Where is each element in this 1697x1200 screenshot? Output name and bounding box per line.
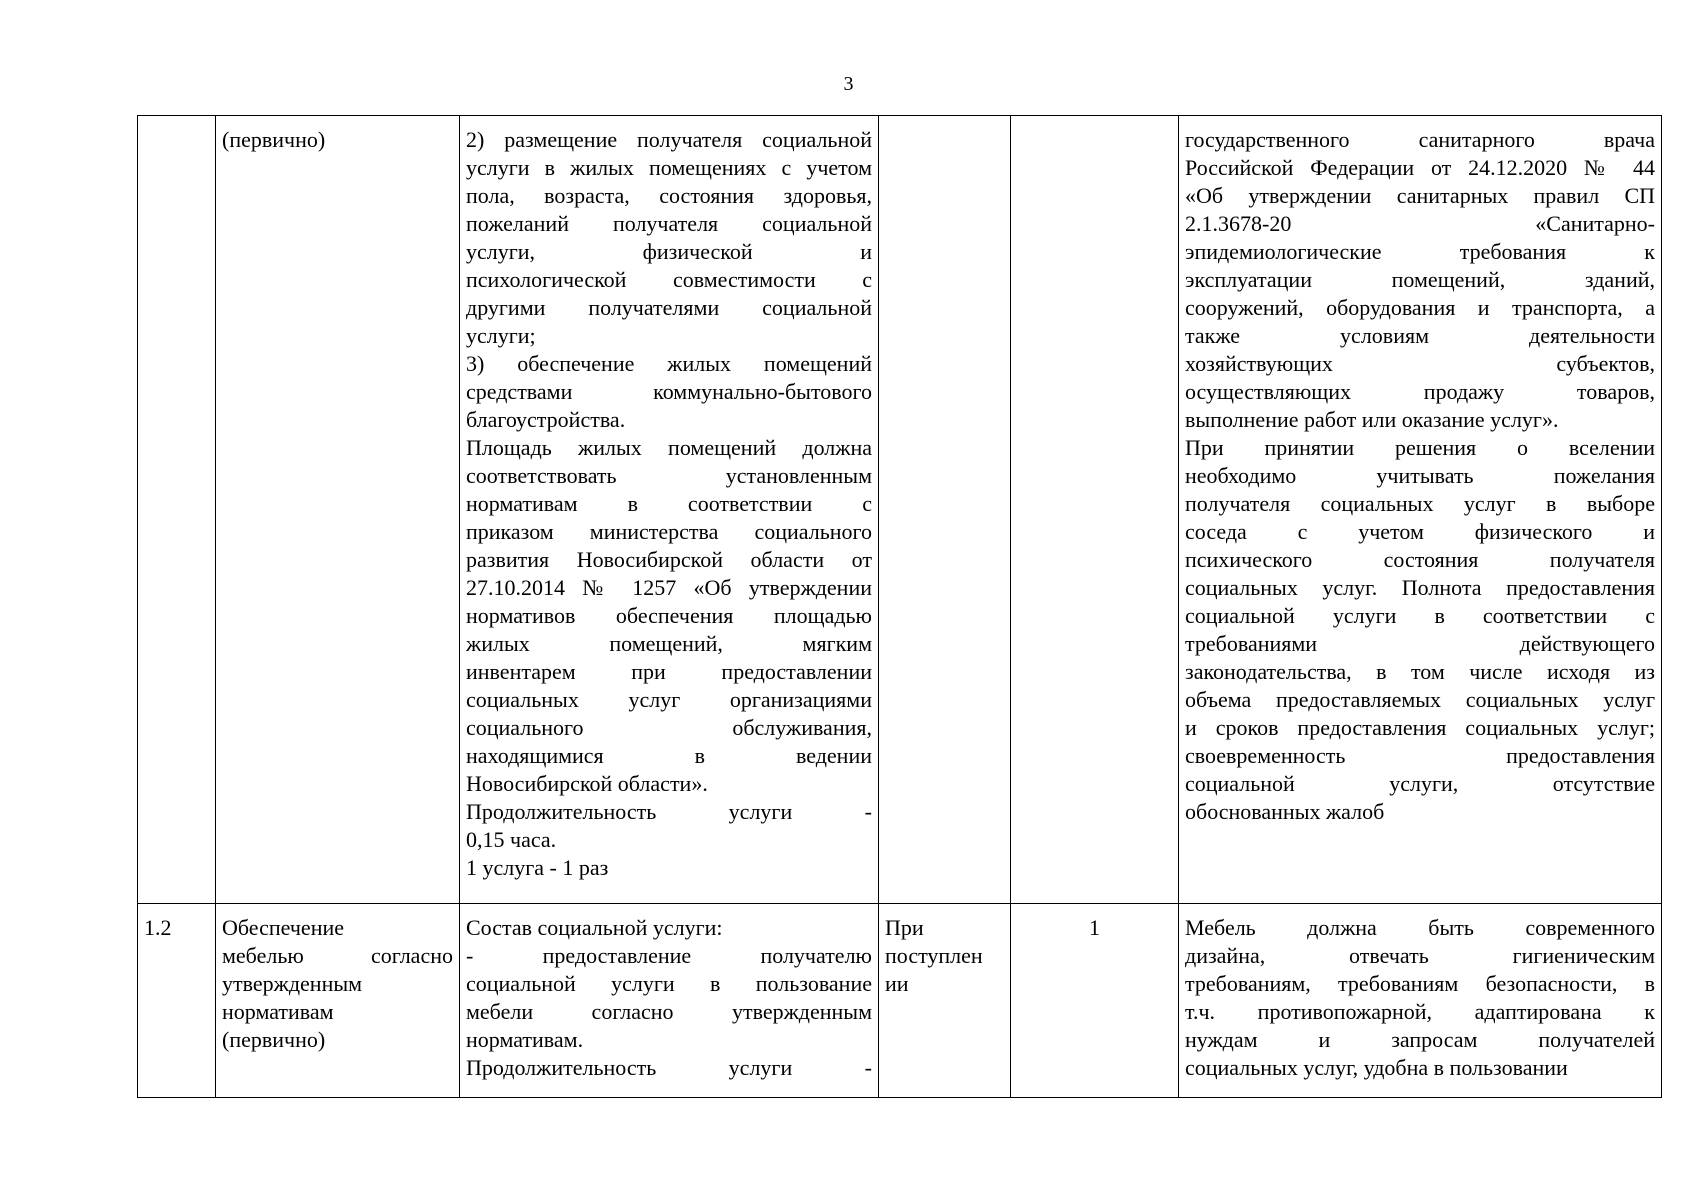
text-line: жилых помещений, мягким — [466, 631, 872, 656]
text-line: также условиям деятельности — [1185, 323, 1655, 348]
text-line: мебелью согласно — [222, 943, 453, 968]
text-line: эксплуатации помещений, зданий, — [1185, 267, 1655, 292]
text-line: При принятии решения о вселении — [1185, 435, 1655, 460]
text-line: Мебель должна быть современного — [1185, 915, 1655, 940]
text-line: необходимо учитывать пожелания — [1185, 463, 1655, 488]
text-line: своевременность предоставления — [1185, 743, 1655, 768]
text-line: услуги, физической и — [466, 239, 872, 264]
text-line: и сроков предоставления социальных услуг; — [1185, 715, 1655, 740]
services-table — [137, 115, 1662, 1098]
text-line: инвентарем при предоставлении — [466, 659, 872, 684]
text-line: 3) обеспечение жилых помещений — [466, 351, 872, 376]
text-line: приказом министерства социального — [466, 519, 872, 544]
text-line: При — [885, 915, 924, 940]
text-line: 0,15 часа. — [466, 827, 557, 852]
page-number: 3 — [843, 73, 854, 95]
text-line: т.ч. противопожарной, адаптирована к — [1185, 999, 1655, 1024]
text-line: утвержденным — [222, 971, 363, 996]
text-line: соседа с учетом физического и — [1185, 519, 1655, 544]
row1-period-cell — [879, 116, 1011, 904]
row1-number-cell — [138, 116, 216, 904]
text-line: ии — [885, 971, 909, 996]
text-line: законодательства, в том числе исходя из — [1185, 659, 1655, 684]
text-line: осуществляющих продажу товаров, — [1185, 379, 1655, 404]
text-line: нуждам и запросам получателей — [1185, 1027, 1655, 1052]
text-line: психического состояния получателя — [1185, 547, 1655, 572]
text-line: пола, возраста, состояния здоровья, — [466, 183, 872, 208]
row2-period-cell — [879, 904, 1011, 1098]
text-line: обоснованных жалоб — [1185, 799, 1385, 824]
text-line: 1 услуга - 1 раз — [466, 855, 609, 880]
text-line: социальных услуг. Полнота предоставления — [1185, 575, 1655, 600]
text-line: дизайна, отвечать гигиеническим — [1185, 943, 1655, 968]
row1-content-cell — [460, 116, 879, 904]
row2-volume-cell: 1 — [1011, 904, 1179, 1098]
text-line: объема предоставляемых социальных услуг — [1185, 687, 1655, 712]
text-line: поступлен — [885, 943, 983, 968]
text-line: социального обслуживания, — [466, 715, 872, 740]
text-line: находящимися в ведении — [466, 743, 872, 768]
text-line: требованиям, требованиям безопасности, в — [1185, 971, 1655, 996]
text-line: (первично) — [222, 1027, 326, 1052]
text-line: средствами коммунально-бытового — [466, 379, 872, 404]
row2-criteria-cell — [1179, 904, 1662, 1098]
text-line: государственного санитарного врача — [1185, 127, 1655, 152]
text-line: 2.1.3678-20 «Санитарно- — [1185, 211, 1655, 236]
text-line: Состав социальной услуги: — [466, 915, 723, 940]
row1-volume-cell — [1011, 116, 1179, 904]
text-line: услуги; — [466, 323, 536, 348]
text-line: социальной услуги в соответствии с — [1185, 603, 1655, 628]
row2-number-cell: 1.2 — [138, 904, 216, 1098]
text-line: социальных услуг организациями — [466, 687, 872, 712]
text-line: социальных услуг, удобна в пользовании — [1185, 1055, 1568, 1080]
row2-name-cell — [216, 904, 460, 1098]
text-line: нормативам. — [466, 1027, 584, 1052]
text-line: нормативов обеспечения площадью — [466, 603, 872, 628]
text-line: соответствовать установленным — [466, 463, 872, 488]
table-row — [138, 116, 1662, 904]
row2-content-cell — [460, 904, 879, 1098]
text-line: Продолжительность услуги - — [466, 1055, 872, 1080]
text-line: хозяйствующих субъектов, — [1185, 351, 1655, 376]
text-line: выполнение работ или оказание услуг». — [1185, 407, 1559, 432]
row1-name-cell — [216, 116, 460, 904]
text-line: Площадь жилых помещений должна — [466, 435, 872, 460]
text-line: эпидемиологические требования к — [1185, 239, 1655, 264]
text-line: - предоставление получателю — [466, 943, 872, 968]
text-line: 27.10.2014 № 1257 «Об утверждении — [466, 575, 872, 600]
text-line: Обеспечение — [222, 915, 344, 940]
text-line: услуги в жилых помещениях с учетом — [466, 155, 872, 180]
text-line: пожеланий получателя социальной — [466, 211, 872, 236]
text-line: нормативам — [222, 999, 334, 1024]
text-line: «Об утверждении санитарных правил СП — [1185, 183, 1655, 208]
text-line: другими получателями социальной — [466, 295, 872, 320]
text-line: Продолжительность услуги - — [466, 799, 872, 824]
table-row — [138, 904, 1662, 1098]
text-line: мебели согласно утвержденным — [466, 999, 872, 1024]
text-line: социальной услуги, отсутствие — [1185, 771, 1655, 796]
row1-name-line: (первично) — [222, 127, 326, 152]
text-line: нормативам в соответствии с — [466, 491, 872, 516]
text-line: получателя социальных услуг в выборе — [1185, 491, 1655, 516]
text-line: развития Новосибирской области от — [466, 547, 872, 572]
text-line: социальной услуги в пользование — [466, 971, 872, 996]
text-line: психологической совместимости с — [466, 267, 872, 292]
text-line: требованиями действующего — [1185, 631, 1655, 656]
text-line: Российской Федерации от 24.12.2020 № 44 — [1185, 155, 1655, 180]
row1-criteria-cell — [1179, 116, 1662, 904]
text-line: сооружений, оборудования и транспорта, а — [1185, 295, 1655, 320]
text-line: благоустройства. — [466, 407, 626, 432]
text-line: Новосибирской области». — [466, 771, 708, 796]
text-line: 2) размещение получателя социальной — [466, 127, 872, 152]
